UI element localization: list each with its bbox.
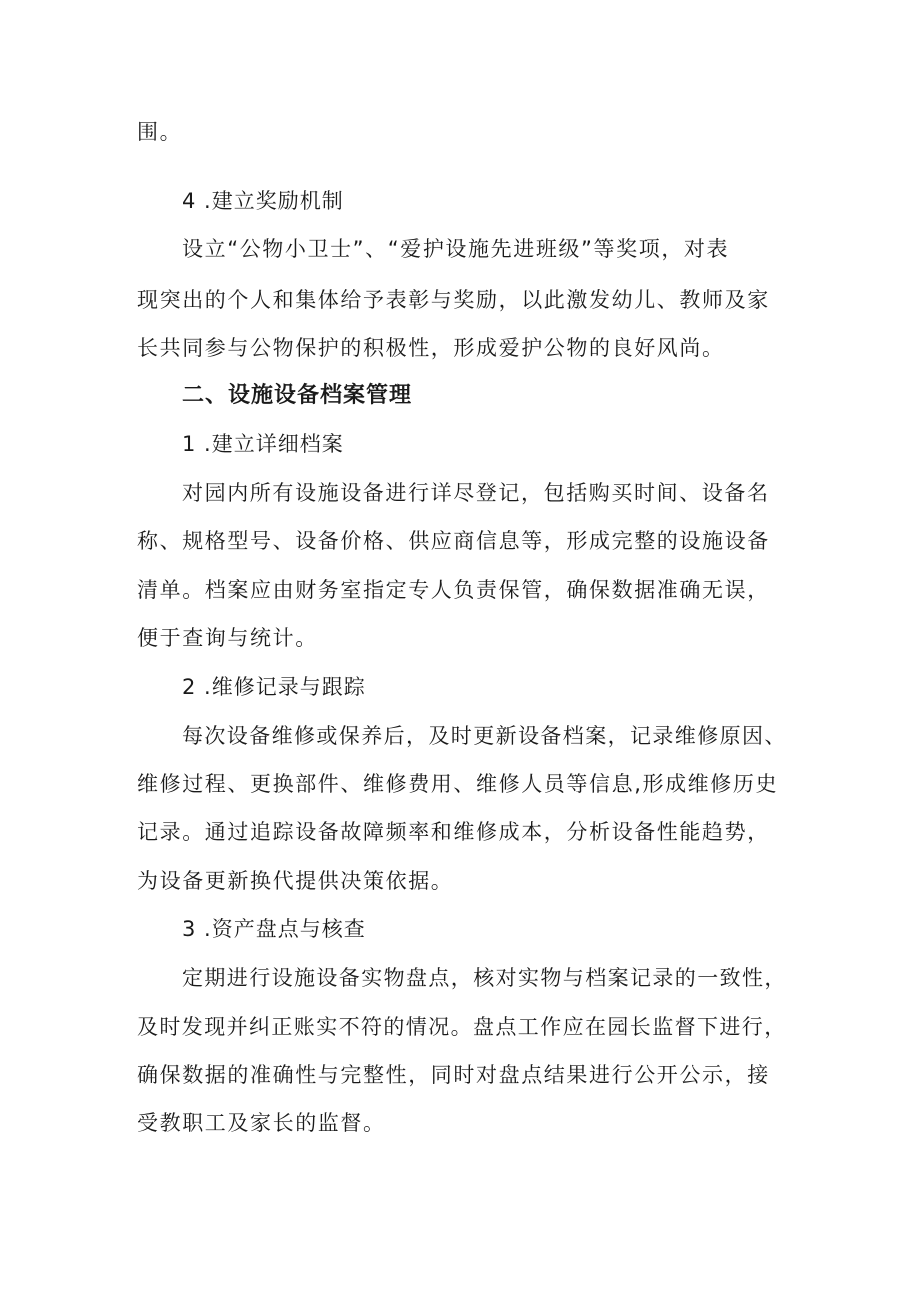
paragraph-line: 为设备更新换代提供决策依据。 xyxy=(137,869,454,893)
paragraph-line: 定期进行设施设备实物盘点，核对实物与档案记录的一致性， xyxy=(182,966,787,990)
paragraph-line: 现突出的个人和集体给予表彰与奖励，以此激发幼儿、教师及家 xyxy=(137,288,770,312)
paragraph-line: 长共同参与公物保护的积极性，形成爱护公物的良好风尚。 xyxy=(137,336,725,360)
paragraph-line: 称、规格型号、设备价格、供应商信息等，形成完整的设施设备 xyxy=(137,529,770,553)
paragraph-line: 受教职工及家长的监督。 xyxy=(137,1111,386,1135)
subheading-reward-mechanism: 4 .建立奖励机制 xyxy=(182,189,344,213)
paragraph-line: 记录。通过追踪设备故障频率和维修成本，分析设备性能趋势， xyxy=(137,820,770,844)
paragraph-continuation: 围。 xyxy=(137,120,183,144)
paragraph-line: 清单。档案应由财务室指定专人负责保管，确保数据准确无误， xyxy=(137,578,770,602)
paragraph-line: 便于查询与统计。 xyxy=(137,626,318,650)
paragraph-line: 确保数据的准确性与完整性，同时对盘点结果进行公开公示，接 xyxy=(137,1063,770,1087)
paragraph-line: 及时发现并纠正账实不符的情况。盘点工作应在园长监督下进行， xyxy=(137,1015,787,1039)
section-heading-archive-management: 二、设施设备档案管理 xyxy=(182,383,413,408)
subheading-detailed-archive: 1 .建立详细档案 xyxy=(182,432,344,456)
subheading-repair-records: 2 .维修记录与跟踪 xyxy=(182,675,366,699)
paragraph-line: 设立“公物小卫士”、“爱护设施先进班级”等奖项，对表 xyxy=(182,237,730,261)
subheading-asset-inventory: 3 .资产盘点与核查 xyxy=(182,917,366,941)
paragraph-line: 对园内所有设施设备进行详尽登记，包括购买时间、设备名 xyxy=(182,481,770,505)
paragraph-line: 维修过程、更换部件、维修费用、维修人员等信息,形成维修历史 xyxy=(137,772,779,796)
paragraph-line: 每次设备维修或保养后，及时更新设备档案，记录维修原因、 xyxy=(182,724,787,748)
